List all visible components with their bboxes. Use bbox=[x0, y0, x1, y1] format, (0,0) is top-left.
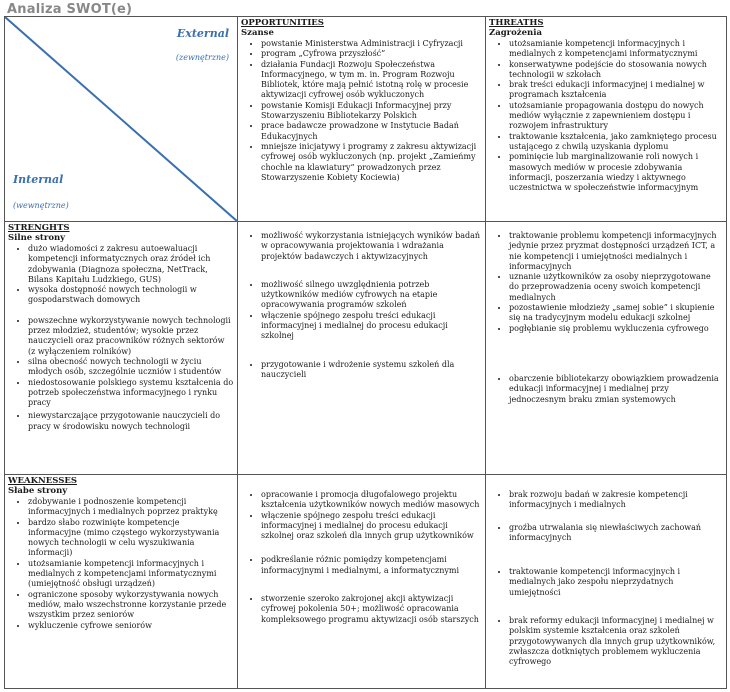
list-group bbox=[489, 490, 723, 511]
list-group bbox=[489, 616, 723, 667]
strengths-cell bbox=[5, 222, 238, 475]
wo-strategies-list bbox=[241, 490, 482, 625]
diagonal-line bbox=[5, 17, 238, 222]
external-label: External bbox=[176, 27, 229, 40]
threats-subheading: Zagrożenia bbox=[489, 28, 542, 38]
list-item: • traktowanie kompetencji informacyjnych i medialnych jako zespołu nieprzydatnych umiejętności bbox=[509, 567, 723, 598]
weaknesses-cell bbox=[5, 475, 238, 689]
list-item: • wykluczenie cyfrowe seniorów bbox=[28, 621, 234, 631]
list-item: • program „Cyfrowa przyszłość” bbox=[261, 49, 482, 59]
list-item: • podkreślanie różnic pomiędzy kompetencjami informacyjnymi i medialnymi, a informatycznymi bbox=[261, 555, 482, 576]
list-group bbox=[241, 490, 482, 541]
list-group bbox=[8, 411, 234, 432]
list-item: • brak treści edukacji informacyjnej i medialnej w programach kształcenia bbox=[509, 80, 723, 101]
list-item: • włączenie spójnego zespołu treści edukacji informacyjnej i medialnej do procesu edukacji szkolnej bbox=[261, 311, 482, 342]
list-group bbox=[241, 555, 482, 576]
diagonal-header-cell bbox=[5, 17, 238, 222]
list-item: • utożsamianie kompetencji informacyjnych i medialnych z kompetencjami informatycznymi bbox=[509, 39, 723, 60]
list-item: • pozostawienie młodzieży „samej sobie” i skupienie się na tradycyjnym modelu edukacji szkolnej bbox=[509, 303, 723, 324]
wt-strategies-cell bbox=[486, 475, 727, 689]
list-item: • brak rozwoju badań w zakresie kompetencji informacyjnych i medialnych bbox=[509, 490, 723, 511]
list-item: • ograniczone sposoby wykorzystywania nowych mediów, mało wszechstronne korzystanie przede wszystkim przez seniorów bbox=[28, 590, 234, 621]
list-item: • bardzo słabo rozwinięte kompetencje informacyjne (mimo częstego wykorzystywania nowych technologii w celu wyszukiwania informacji) bbox=[28, 518, 234, 559]
threats-cell bbox=[486, 17, 727, 222]
list-item: • silna obecność nowych technologii w życiu młodych osób, szczególnie uczniów i studentów bbox=[28, 357, 234, 378]
opportunities-heading: OPPORTUNITIES bbox=[241, 18, 324, 28]
list-item: • obarczenie bibliotekarzy obowiązkiem prowadzenia edukacji informacyjnej i medialnej przy jednoczesnym braku zmian systemowych bbox=[509, 374, 723, 405]
list-item: • utożsamianie propagowania dostępu do nowych mediów wyłącznie z zapewnieniem dostępu i rozwojem infrastruktury bbox=[509, 101, 723, 132]
list-group bbox=[241, 231, 482, 262]
diagonal-divider bbox=[5, 17, 238, 222]
internal-sublabel: (wewnętrzne) bbox=[13, 201, 69, 210]
so-strategies-cell bbox=[238, 222, 486, 475]
list-group bbox=[8, 244, 234, 306]
threats-heading: THREATHS bbox=[489, 18, 544, 28]
list-item: • uznanie użytkowników za osoby nieprzygotowane do przeprowadzenia oceny swoich kompetencji medialnych bbox=[509, 272, 723, 303]
list-item: • powstanie Komisji Edukacji Informacyjnej przy Stowarzyszeniu Bibliotekarzy Polskich bbox=[261, 101, 482, 122]
so-strategies-list bbox=[241, 231, 482, 380]
swot-table bbox=[4, 16, 727, 689]
st-strategies-cell bbox=[486, 222, 727, 475]
list-item: • przygotowanie i wdrożenie systemu szkoleń dla nauczycieli bbox=[261, 360, 482, 381]
list-group bbox=[489, 374, 723, 405]
list-item: • niedostosowanie polskiego systemu kształcenia do potrzeb społeczeństwa informacyjnego i rynku pracy bbox=[28, 378, 234, 409]
strengths-list bbox=[8, 244, 234, 432]
list-item: • traktowanie problemu kompetencji informacyjnych jedynie przez pryzmat dostępności urządzeń ICT, a nie kompetencji i umiejętności medialnych i informacyjnych bbox=[509, 231, 723, 272]
list-item: • działania Fundacji Rozwoju Społeczeństwa Informacyjnego, w tym m. in. Program Rozwoju Bibliotek, które mają pełnić istotną rolę w procesie aktywizacji cyfrowej osób wykluczonych bbox=[261, 60, 482, 101]
list-group bbox=[489, 567, 723, 598]
list-item: • powstanie Ministerstwa Administracji i Cyfryzacji bbox=[261, 39, 482, 49]
list-item: • utożsamianie kompetencji informacyjnych i medialnych z kompetencjami informatycznymi (umiejętność obsługi urządzeń) bbox=[28, 559, 234, 590]
list-group bbox=[489, 231, 723, 334]
opportunities-subheading: Szanse bbox=[241, 28, 274, 38]
list-item: • pogłębianie się problemu wykluczenia cyfrowego bbox=[509, 324, 723, 334]
list-item: • dużo wiadomości z zakresu autoewaluacji kompetencji informatycznych oraz źródeł ich zdobywania (Diagnoza społeczna, NetTrack, Bilans Kapitału Ludzkiego, GUS) bbox=[28, 244, 234, 285]
threats-list bbox=[489, 39, 723, 193]
list-item: • włączenie spójnego zespołu treści edukacji informacyjnej i medialnej do procesu edukacji szkolnej oraz szkoleń dla innych grup użytkowników bbox=[261, 511, 482, 542]
wt-strategies-list bbox=[489, 490, 723, 668]
list-item: • wysoka dostępność nowych technologii w gospodarstwach domowych bbox=[28, 285, 234, 306]
list-group bbox=[241, 360, 482, 381]
list-item: • stworzenie szeroko zakrojonej akcji aktywizacji cyfrowej pokolenia 50+; możliwość opracowania kompleksowego programu aktywizacji osób starszych bbox=[261, 594, 482, 625]
strengths-subheading: Silne strony bbox=[8, 233, 66, 243]
strengths-row bbox=[5, 222, 727, 475]
opportunities-cell bbox=[238, 17, 486, 222]
weaknesses-row bbox=[5, 475, 727, 689]
list-item: • możliwość silnego uwzględnienia potrzeb użytkowników mediów cyfrowych na etapie opracowywania programów szkoleń bbox=[261, 280, 482, 311]
list-item: • opracowanie i promocja długofalowego projektu kształcenia użytkowników nowych mediów masowych bbox=[261, 490, 482, 511]
list-item: • traktowanie kształcenia, jako zamkniętego procesu ustającego z chwilą uzyskania dyplomu bbox=[509, 132, 723, 153]
header-row bbox=[5, 17, 727, 222]
list-item: • powszechne wykorzystywanie nowych technologii przez młodzież, studentów; wysokie przez nauczycieli oraz pracowników różnych sektorów (z wyłączeniem rolników) bbox=[28, 316, 234, 357]
weaknesses-list bbox=[8, 497, 234, 631]
document-title: Analiza SWOT(e) bbox=[7, 2, 133, 17]
list-group bbox=[8, 316, 234, 409]
weaknesses-subheading: Słabe strony bbox=[8, 486, 68, 496]
st-strategies-list bbox=[489, 231, 723, 405]
weaknesses-heading: WEAKNESSES bbox=[8, 476, 77, 486]
external-sublabel: (zewnętrzne) bbox=[175, 53, 229, 62]
list-group bbox=[489, 523, 723, 544]
list-group bbox=[241, 594, 482, 625]
list-group bbox=[241, 280, 482, 342]
list-item: • prace badawcze prowadzone w Instytucie Badań Edukacyjnych bbox=[261, 121, 482, 142]
list-item: • groźba utrwalania się niewłaściwych zachowań informacyjnych bbox=[509, 523, 723, 544]
internal-label: Internal bbox=[13, 173, 64, 186]
list-item: • możliwość wykorzystania istniejących wyników badań w opracowywania projektowania i wdrażania projektów badawczych i aktywizacyjnych bbox=[261, 231, 482, 262]
list-item: • konserwatywne podejście do stosowania nowych technologii w szkołach bbox=[509, 60, 723, 81]
list-item: • zdobywanie i podnoszenie kompetencji informacyjnych i medialnych poprzez praktykę bbox=[28, 497, 234, 518]
list-item: • brak reformy edukacji informacyjnej i medialnej w polskim systemie kształcenia oraz szkoleń przygotowywanych dla innych grup użytkowników, zwłaszcza dotkniętych problemem wykluczenia cyfrowego bbox=[509, 616, 723, 667]
list-item: • mniejsze inicjatywy i programy z zakresu aktywizacji cyfrowej osób wykluczonych (np. projekt „Zamieńmy chochle na klawiatury” prowadzonych przez Stowarzyszenie Kobiety Kociewia) bbox=[261, 142, 482, 183]
list-item: • pominięcie lub marginalizowanie roli nowych i masowych mediów w procesie zdobywania informacji, poszerzania wiedzy i aktywnego uczestnictwa w społeczeństwie informacyjnym bbox=[509, 152, 723, 193]
wo-strategies-cell bbox=[238, 475, 486, 689]
opportunities-list bbox=[241, 39, 482, 183]
strengths-heading: STRENGHTS bbox=[8, 223, 70, 233]
list-item: • niewystarczające przygotowanie nauczycieli do pracy w środowisku nowych technologii bbox=[28, 411, 234, 432]
